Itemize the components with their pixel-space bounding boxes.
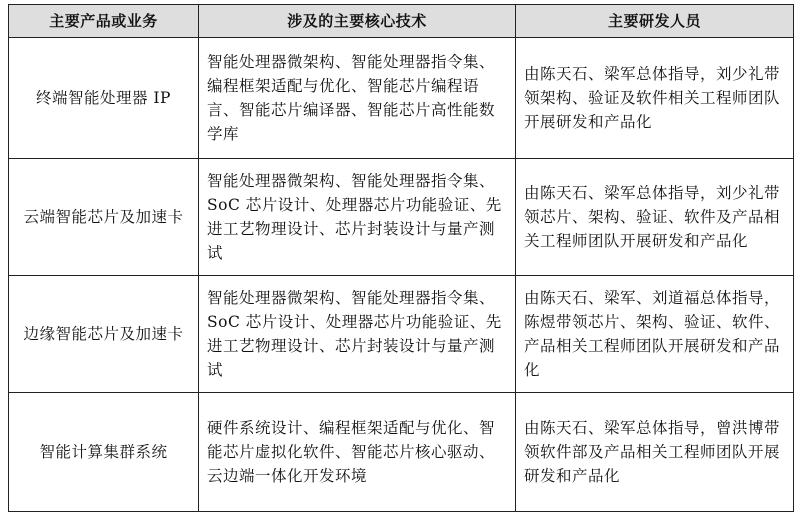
table-row: [9, 159, 794, 276]
tech-cell: 智能处理器微架构、智能处理器指令集、编程框架适配与优化、智能芯片编程语言、智能芯片编译器、智能芯片高性能数学库: [199, 38, 516, 159]
product-cell: 边缘智能芯片及加速卡: [9, 276, 199, 393]
header-product: 主要产品或业务: [9, 5, 199, 38]
tech-cell: 硬件系统设计、编程框架适配与优化、智能芯片虚拟化软件、智能芯片核心驱动、云边端一体化开发环境: [199, 393, 516, 512]
tech-cell: 智能处理器微架构、智能处理器指令集、SoC 芯片设计、处理器芯片功能验证、先进工艺物理设计、芯片封装设计与量产测试: [199, 276, 516, 393]
header-core-tech: 涉及的主要核心技术: [199, 5, 516, 38]
personnel-cell: 由陈天石、梁军总体指导，曾洪博带领软件部及产品相关工程师团队开展研发和产品化: [516, 393, 794, 512]
product-cell: 终端智能处理器 IP: [9, 38, 199, 159]
rd-personnel-table: [8, 4, 794, 512]
product-cell: 智能计算集群系统: [9, 393, 199, 512]
header-personnel: 主要研发人员: [516, 5, 794, 38]
personnel-cell: 由陈天石、梁军总体指导，刘少礼带领芯片、架构、验证、软件及产品相关工程师团队开展研发和产品化: [516, 159, 794, 276]
table-row: [9, 38, 794, 159]
table-header-row: [9, 5, 794, 38]
personnel-cell: 由陈天石、梁军、刘道福总体指导，陈煜带领芯片、架构、验证、软件、产品相关工程师团队开展研发和产品化: [516, 276, 794, 393]
personnel-cell: 由陈天石、梁军总体指导，刘少礼带领架构、验证及软件相关工程师团队开展研发和产品化: [516, 38, 794, 159]
tech-cell: 智能处理器微架构、智能处理器指令集、SoC 芯片设计、处理器芯片功能验证、先进工艺物理设计、芯片封装设计与量产测试: [199, 159, 516, 276]
table-row: [9, 276, 794, 393]
table-row: [9, 393, 794, 512]
product-cell: 云端智能芯片及加速卡: [9, 159, 199, 276]
